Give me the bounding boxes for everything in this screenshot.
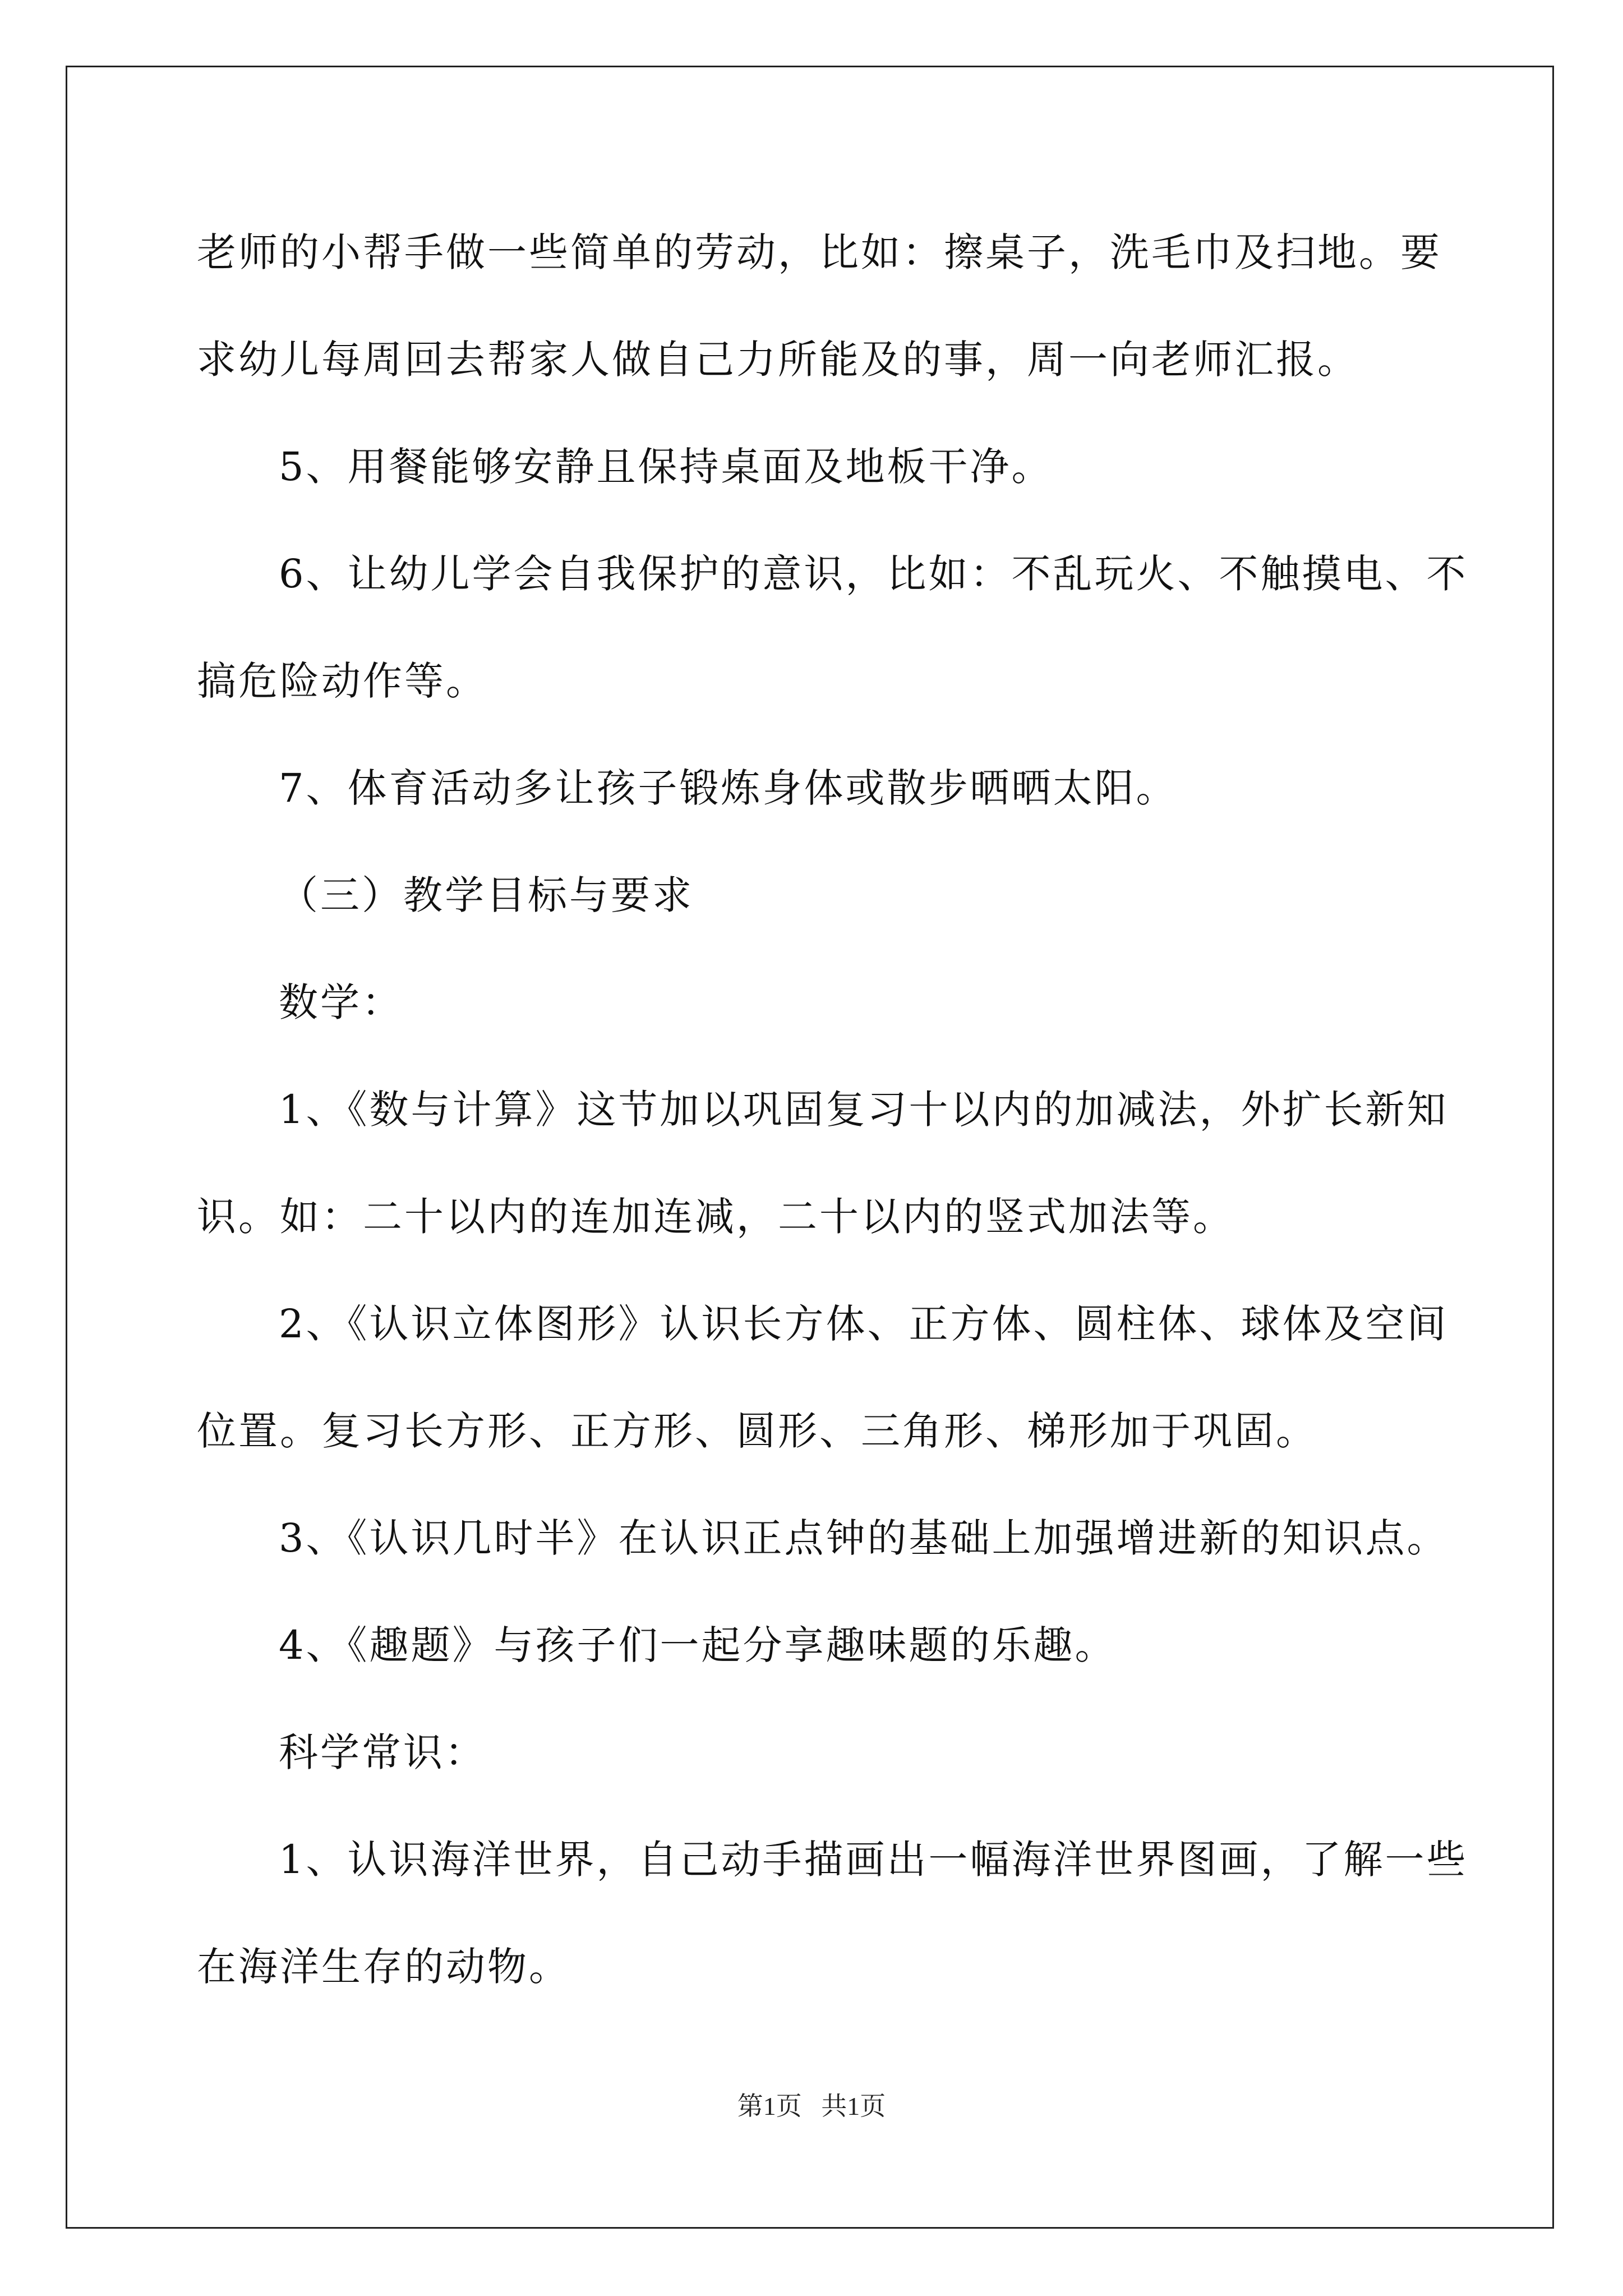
- text-line: 在海洋生存的动物。: [197, 1944, 570, 1990]
- page-number-footer: 第1页 共1页: [737, 2092, 886, 2120]
- text-line: 老师的小帮手做一些简单的劳动，比如：擦桌子，洗毛巾及扫地。要: [197, 229, 1442, 275]
- subsection-heading-science: 科学常识：: [279, 1729, 486, 1775]
- text-line: 搞危险动作等。: [197, 658, 487, 704]
- list-item: 1、《数与计算》这节加以巩固复习十以内的加减法，外扩长新知: [279, 1087, 1449, 1133]
- text-line: 求幼儿每周回去帮家人做自己力所能及的事，周一向老师汇报。: [197, 337, 1359, 383]
- section-heading: （三）教学目标与要求: [279, 872, 694, 918]
- list-item: 3、《认识几时半》在认识正点钟的基础上加强增进新的知识点。: [279, 1515, 1449, 1561]
- list-item: 5、用餐能够安静且保持桌面及地板干净。: [279, 444, 1053, 490]
- list-item: 2、《认识立体图形》认识长方体、正方体、圆柱体、球体及空间: [279, 1301, 1449, 1347]
- document-body: [197, 199, 1468, 2021]
- list-item: 6、让幼儿学会自我保护的意识，比如：不乱玩火、不触摸电、不: [279, 551, 1468, 597]
- subsection-heading-math: 数学：: [279, 979, 403, 1025]
- text-line: 位置。复习长方形、正方形、圆形、三角形、梯形加于巩固。: [197, 1408, 1317, 1454]
- list-item: 1、认识海洋世界，自己动手描画出一幅海洋世界图画，了解一些: [279, 1837, 1468, 1883]
- text-line: 识。如：二十以内的连加连减，二十以内的竖式加法等。: [197, 1194, 1234, 1240]
- list-item: 7、体育活动多让孩子锻炼身体或散步晒晒太阳。: [279, 765, 1178, 811]
- list-item: 4、《趣题》与孩子们一起分享趣味题的乐趣。: [279, 1622, 1117, 1668]
